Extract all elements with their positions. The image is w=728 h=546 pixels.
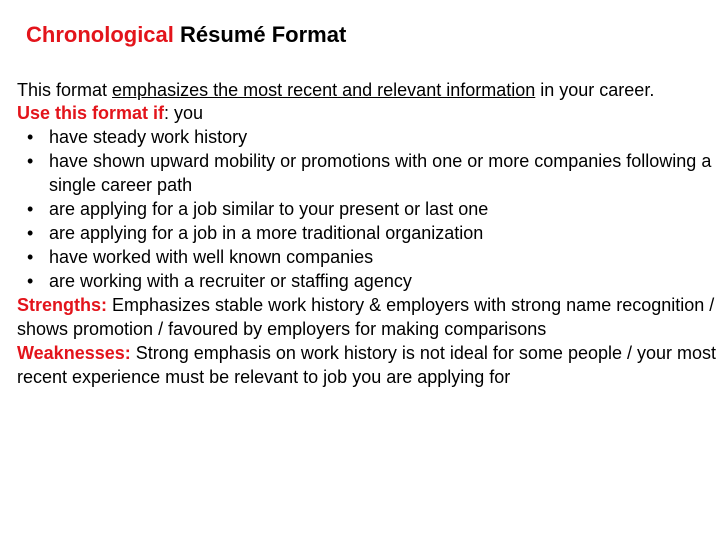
slide-title [26, 19, 346, 51]
use-if-after: : you [164, 103, 204, 123]
weaknesses-text: Strong emphasis on work history is not ideal for some people / your most recent experience must be relevant to job you are applying for [17, 343, 717, 387]
use-if-label: Use this format if [17, 103, 165, 123]
use-if-line [17, 101, 717, 125]
weaknesses-label: Weaknesses: [17, 343, 131, 363]
list-item: • are applying for a job similar to your present or last one [17, 197, 717, 221]
title-accent: Chronological [26, 22, 174, 47]
list-item: • are applying for a job in a more traditional organization [17, 221, 717, 245]
intro-emphasis: emphasizes the most recent and relevant information [112, 80, 536, 100]
title-rest: Résumé Format [180, 22, 347, 47]
intro-before: This format [17, 80, 113, 100]
list-item: • have steady work history [17, 125, 717, 149]
strengths-paragraph [17, 293, 717, 341]
list-item: • have shown upward mobility or promotions with one or more companies following a single career path [17, 149, 717, 197]
slide-body [17, 77, 717, 389]
strengths-text: Emphasizes stable work history & employers with strong name recognition / shows promotion / favoured by employers for making comparisons [17, 295, 715, 339]
strengths-label: Strengths: [17, 295, 107, 315]
weaknesses-paragraph [17, 341, 717, 389]
list-item: • are working with a recruiter or staffing agency [17, 269, 717, 293]
intro-paragraph [17, 77, 717, 104]
list-item: • have worked with well known companies [17, 245, 717, 269]
criteria-list [17, 125, 717, 293]
intro-after: in your career. [535, 80, 655, 100]
